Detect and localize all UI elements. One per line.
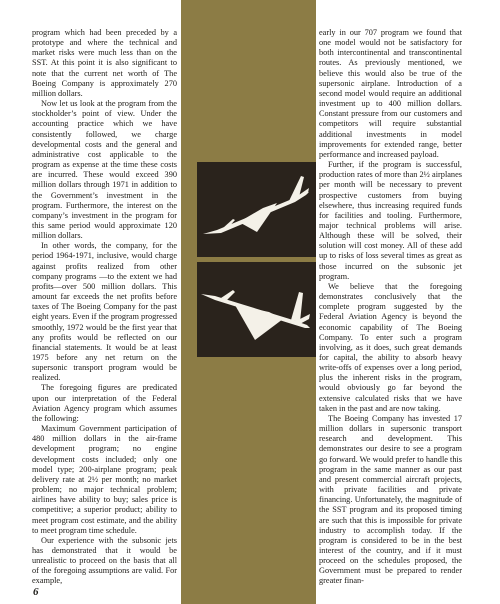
paragraph: The Boeing Company has invested 17 million dollars in supersonic transport research and development. This demonstrates our desire to see a program go forward. We would prefer to handle this program in the same manner as our past and present commercial aircraft projects, with private facilities and private financing. Unfortunately, the magnitude of the SST program and its proposed timing are such that this is impossible for private industry to accomplish today. If the program is considered to be in the best interest of the country, and if it must proceed on the schedules proposed, the Government must be prepared to render greater finan- [319, 413, 462, 586]
sst-jet-icon [197, 162, 316, 257]
paragraph: Maximum Government participation of 480 million dollars in the air-frame development program; no engine development costs included; only one model type; 200-airplane program; peak delivery rate at 2½ per month; no market problem; no major technical problem; airlines have ability to buy; sales price is competitive; a superior product; ability to meet program cost estimate, and the ability to meet program time schedule. [32, 424, 177, 535]
paragraph: Further, if the program is successful, production rates of more than 2½ airplanes per month will be necessary to prevent prospective customers from buying elsewhere, thus increasing required funds for facilities and tooling. Furthermore, major technical problems will arise. Although these will be solved, their solution will cost money. All of these add up to risks of loss several times as great as those incurred on the subsonic jet program. [319, 160, 462, 281]
paragraph: In other words, the company, for the period 1964-1971, inclusive, would charge against profits realized from other company programs —to the extent we had profits—over 500 million dollars. This amount far exceeds the net profits before taxes of The Boeing Company for the past eight years. Even if the program progressed smoothly, 1972 would be the first year that any profits would be reflected on our financial statements. It would be at least 1975 before any net return on the supersonic transport program would be realized. [32, 241, 177, 383]
aircraft-illustration-panel [197, 162, 316, 257]
paragraph: Now let us look at the program from the stockholder’s point of view. Under the accounting practice which we have consistently followed, we charge developmental costs and the general and administrative cost applicable to the program as expense at the time these costs are incurred. These would exceed 390 million dollars through 1971 in addition to the Government’s investment in the program. Furthermore, the interest on the company’s investment in the program for this same period would approximate 120 million dollars. [32, 99, 177, 241]
right-text-column [319, 28, 462, 587]
paragraph: early in our 707 program we found that one model would not be satisfactory for both intercontinental and transcontinental routes. As previously mentioned, we believe this would also be true of the supersonic airplane. Introduction of a second model would require an additional investment up to 400 million dollars. Constant pressure from our customers and competitors will require substantial additional investments in model improvements for extended range, better performance and increased payload. [319, 28, 462, 159]
page-number: 6 [33, 586, 39, 598]
sst-jet-icon [197, 262, 316, 357]
paragraph: program which had been preceded by a prototype and where the technical and market risks were much less than on the SST. At this point it is also significant to note that the current net worth of The Boeing Company is approximately 270 million dollars. [32, 28, 177, 98]
paragraph: The foregoing figures are predicated upon our interpretation of the Federal Aviation Agency program which assumes the following: [32, 383, 177, 423]
left-text-column [32, 28, 177, 587]
paragraph: Our experience with the subsonic jets has demonstrated that it would be unrealistic to proceed on the basis that all of the foregoing assumptions are valid. For example, [32, 535, 177, 586]
paragraph: We believe that the foregoing demonstrates conclusively that the complete program suggested by the Federal Aviation Agency is beyond the economic capability of The Boeing Company. To enter such a program involving, as it does, such great demands for capital, the ability to absorb heavy write-offs of expenses over a long period, plus the inherent risks in the program, would obviously go far beyond the extensive calculated risks that we have taken in the past and are now taking. [319, 281, 462, 413]
aircraft-illustration-panel [197, 262, 316, 357]
